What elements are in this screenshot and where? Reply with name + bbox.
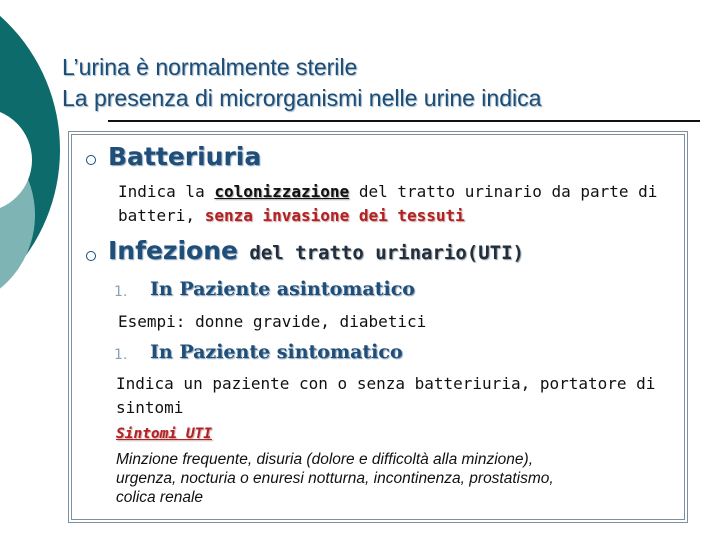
asintomatico-example: Esempi: donne gravide, diabetici xyxy=(118,312,427,331)
title-line-2: La presenza di microrganismi nelle urine indica xyxy=(62,85,542,111)
sintomi-line2: urgenza, nocturia o enuresi notturna, incontinenza, prostatismo, xyxy=(116,470,554,487)
infezione-main: Infezione xyxy=(108,236,238,265)
senza-invasione-term: senza invasione dei tessuti xyxy=(204,206,465,225)
batteriuria-desc-line1 xyxy=(118,182,657,201)
batteriuria-desc-line2 xyxy=(118,206,465,225)
colonizzazione-term: colonizzazione xyxy=(214,182,350,201)
item-asintomatico: In Paziente asintomatico xyxy=(150,278,415,300)
sintomatico-desc-line2: sintomi xyxy=(116,398,184,417)
sintomi-uti-heading: Sintomi UTI xyxy=(116,426,213,442)
desc-mid: del tratto urinario da parte di xyxy=(349,182,658,201)
sintomatico-desc-line1: Indica un paziente con o senza batteriuria, portatore di xyxy=(116,374,656,393)
title-line-1: L’urina è normalmente sterile xyxy=(62,54,358,80)
slide-title xyxy=(62,52,712,114)
heading-batteriuria: Batteriuria xyxy=(108,142,262,171)
desc-prefix: Indica la xyxy=(118,182,215,201)
sintomi-line3: colica renale xyxy=(116,489,204,506)
sintomi-line1: Minzione frequente, disuria (dolore e difficoltà alla minzione), xyxy=(116,451,533,468)
title-divider xyxy=(108,120,700,122)
list-number-1: 1. xyxy=(114,284,128,300)
desc-line2-prefix: batteri, xyxy=(118,206,205,225)
bullet-circle-icon xyxy=(86,155,96,165)
infezione-uti: (UTI) xyxy=(466,242,524,264)
infezione-rest: del tratto urinario xyxy=(237,242,467,264)
item-sintomatico: In Paziente sintomatico xyxy=(150,341,403,363)
list-number-2: 1. xyxy=(114,347,128,363)
decorative-circles xyxy=(0,0,60,300)
bullet-circle-icon xyxy=(86,251,96,261)
heading-infezione xyxy=(108,236,524,265)
